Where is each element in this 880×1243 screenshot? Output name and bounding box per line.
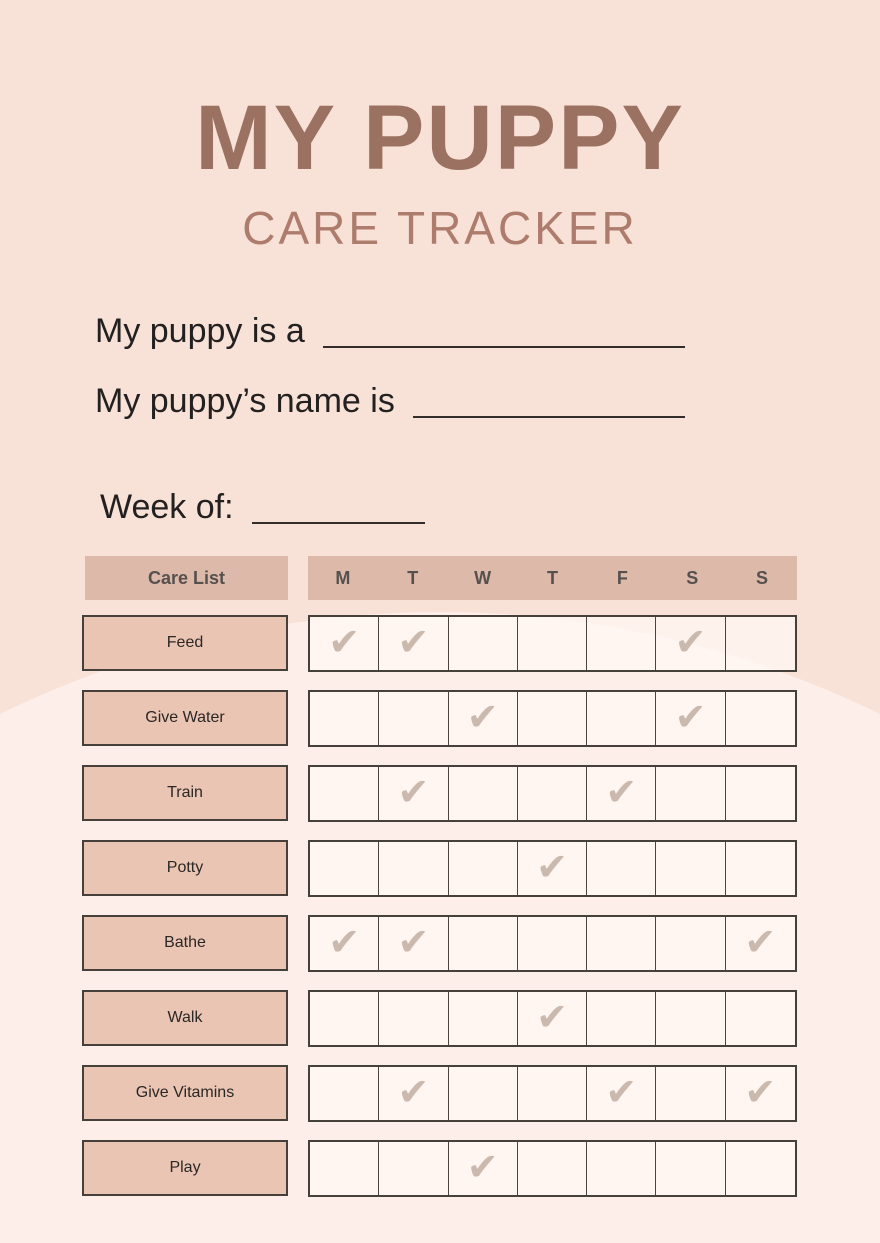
day-cell[interactable] (379, 992, 448, 1045)
care-item-label: Walk (82, 990, 288, 1046)
tracker-row (82, 990, 798, 1047)
care-item-label: Potty (82, 840, 288, 896)
care-item-label: Train (82, 765, 288, 821)
week-of-label: Week of: (100, 488, 234, 526)
day-cells (308, 690, 797, 747)
day-cell[interactable] (518, 917, 587, 970)
check-icon: ✔ (397, 619, 430, 664)
care-item-label: Give Water (82, 690, 288, 746)
check-icon: ✔ (536, 844, 568, 889)
day-cell[interactable] (656, 917, 725, 970)
day-cell[interactable] (449, 1142, 518, 1195)
day-letter: M (335, 567, 351, 588)
day-letter: T (546, 567, 558, 588)
check-icon: ✔ (328, 619, 361, 664)
day-cell[interactable] (518, 842, 587, 895)
day-cell[interactable] (518, 617, 587, 670)
tracker-row (82, 690, 798, 747)
day-cells (308, 840, 797, 897)
puppy-name-label: My puppy’s name is (95, 382, 395, 420)
day-cell[interactable] (449, 1067, 518, 1120)
day-letter: F (616, 567, 628, 588)
tracker-row (82, 765, 798, 822)
day-cell[interactable] (449, 842, 518, 895)
tracker-row (82, 840, 798, 897)
day-cell[interactable] (379, 842, 448, 895)
day-cell[interactable] (310, 917, 379, 970)
day-cells (308, 990, 797, 1047)
day-cell[interactable] (518, 767, 587, 820)
day-cell[interactable] (587, 692, 656, 745)
day-cell[interactable] (587, 767, 656, 820)
check-icon: ✔ (466, 694, 499, 739)
check-icon: ✔ (744, 919, 777, 964)
day-cell[interactable] (310, 767, 379, 820)
day-cell[interactable] (379, 1142, 448, 1195)
page-subtitle: CARE TRACKER (242, 202, 638, 254)
day-cell[interactable] (726, 692, 795, 745)
day-cell[interactable] (518, 992, 587, 1045)
tracker-row (82, 915, 798, 972)
puppy-type-label: My puppy is a (95, 312, 305, 350)
day-cell[interactable] (656, 767, 725, 820)
check-icon: ✔ (674, 619, 707, 664)
day-cell[interactable] (518, 1142, 587, 1195)
day-cell[interactable] (449, 692, 518, 745)
day-cell[interactable] (310, 842, 379, 895)
care-item-label: Bathe (82, 915, 288, 971)
puppy-name-blank[interactable] (413, 390, 685, 418)
day-cell[interactable] (587, 842, 656, 895)
check-icon: ✔ (605, 1069, 638, 1114)
day-cell[interactable] (656, 1067, 725, 1120)
day-cell[interactable] (726, 917, 795, 970)
check-icon: ✔ (397, 919, 430, 964)
day-cell[interactable] (379, 617, 448, 670)
check-icon: ✔ (674, 694, 707, 739)
week-of-blank[interactable] (252, 496, 425, 524)
day-letter: W (474, 567, 492, 588)
day-cells (308, 915, 797, 972)
day-cell[interactable] (587, 992, 656, 1045)
day-cell[interactable] (379, 917, 448, 970)
day-cells (308, 1065, 797, 1122)
day-cell[interactable] (726, 842, 795, 895)
day-cell[interactable] (726, 1067, 795, 1120)
check-icon: ✔ (536, 994, 568, 1039)
day-cell[interactable] (379, 1067, 448, 1120)
check-icon: ✔ (744, 1069, 777, 1114)
day-cell[interactable] (310, 1142, 379, 1195)
puppy-type-line (95, 312, 685, 351)
day-cell[interactable] (587, 917, 656, 970)
day-cell[interactable] (518, 692, 587, 745)
care-item-label: Give Vitamins (82, 1065, 288, 1121)
day-cell[interactable] (656, 692, 725, 745)
day-cell[interactable] (587, 617, 656, 670)
day-cell[interactable] (726, 1142, 795, 1195)
check-icon: ✔ (328, 919, 361, 964)
day-cell[interactable] (310, 1067, 379, 1120)
day-cell[interactable] (656, 1142, 725, 1195)
care-item-label: Feed (82, 615, 288, 671)
tracker-row (82, 1140, 798, 1197)
day-letter: S (756, 567, 769, 588)
day-cell[interactable] (587, 1142, 656, 1195)
day-cells (308, 765, 797, 822)
day-cell[interactable] (449, 992, 518, 1045)
week-of-line (100, 488, 425, 527)
puppy-name-line (95, 382, 685, 421)
day-cell[interactable] (656, 842, 725, 895)
care-list-header: Care List (85, 556, 288, 600)
days-header (308, 556, 797, 600)
day-cell[interactable] (379, 692, 448, 745)
check-icon: ✔ (397, 1069, 430, 1114)
day-cell[interactable] (310, 992, 379, 1045)
tracker-row (82, 615, 798, 672)
day-letter: S (686, 567, 699, 588)
day-cell[interactable] (587, 1067, 656, 1120)
day-cells (308, 615, 797, 672)
day-cell[interactable] (310, 617, 379, 670)
page-title: MY PUPPY (195, 87, 685, 189)
day-cell[interactable] (656, 992, 725, 1045)
day-cell[interactable] (310, 692, 379, 745)
day-cell[interactable] (726, 767, 795, 820)
day-cell[interactable] (449, 767, 518, 820)
day-cell[interactable] (518, 1067, 587, 1120)
day-cell[interactable] (449, 917, 518, 970)
day-cells (308, 1140, 797, 1197)
tracker-row (82, 1065, 798, 1122)
check-icon: ✔ (466, 1144, 499, 1189)
day-cell[interactable] (656, 617, 725, 670)
check-icon: ✔ (605, 769, 638, 814)
day-cell[interactable] (726, 992, 795, 1045)
day-letter: T (407, 567, 419, 588)
day-cell[interactable] (449, 617, 518, 670)
day-cell[interactable] (726, 617, 795, 670)
puppy-type-blank[interactable] (323, 320, 685, 348)
check-icon: ✔ (397, 769, 430, 814)
day-cell[interactable] (379, 767, 448, 820)
care-item-label: Play (82, 1140, 288, 1196)
